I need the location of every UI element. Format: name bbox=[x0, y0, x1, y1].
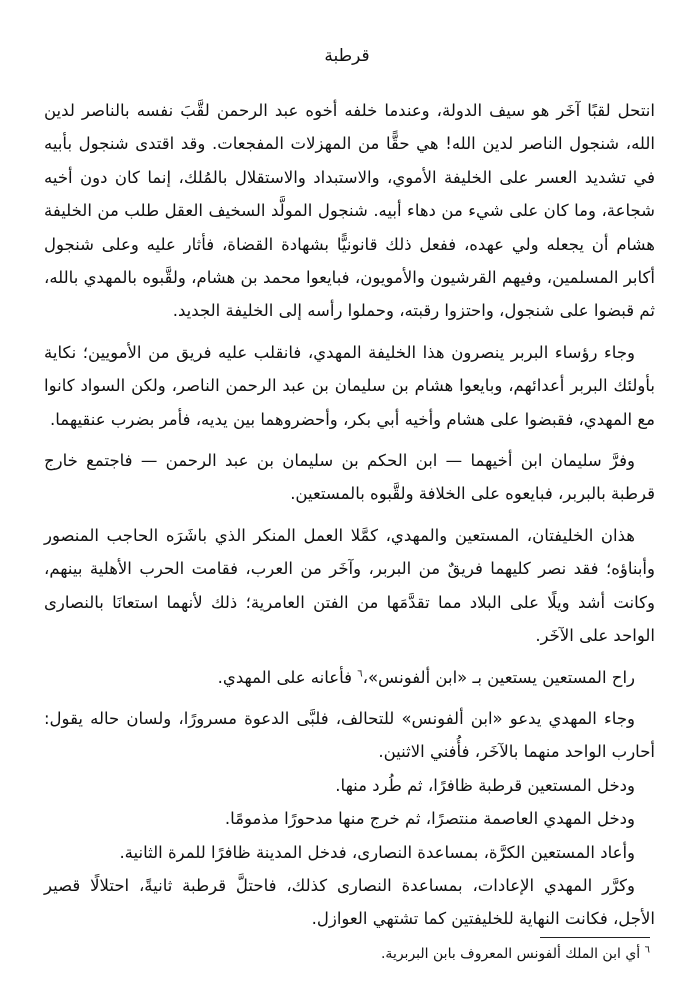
footnote-reference[interactable]: ٦ bbox=[357, 668, 363, 679]
paragraph-text: فأعانه على المهدي. bbox=[217, 667, 358, 687]
running-header: قرطبة bbox=[324, 46, 370, 66]
footnote-marker: ٦ bbox=[644, 944, 650, 956]
paragraph: وأعاد المستعين الكرَّة، بمساعدة النصارى، فدخل المدينة ظافرًا للمرة الثانية. bbox=[119, 842, 635, 862]
paragraph-text: راح المستعين يستعين بـ «ابن ألفونس»، bbox=[362, 667, 635, 687]
footnote bbox=[39, 943, 650, 965]
paragraph: ودخل المهدي العاصمة منتصرًا، ثم خرج منها مدحورًا مذمومًا. bbox=[224, 809, 635, 829]
paragraph: وجاء رؤساء البربر ينصرون هذا الخليفة المهدي، فانقلب عليه فريق من الأمويين؛ نكاية بأولئك البربر أعدائهم، وبايعوا هشام بن سليمان بن عبد الرحمن الناصر، ولكن السواد كانوا مع المهدي، فقبضوا على هشام وأخيه أبي بكر، وأحضروهما بين يديه، فأمر بضرب عنقيهما. bbox=[44, 342, 655, 429]
footnote-divider bbox=[540, 937, 650, 938]
paragraph: وفرَّ سليمان ابن أخيهما — ابن الحكم بن سليمان بن عبد الرحمن — فاجتمع خارج قرطبة بالبربر، فبايعوه على الخلافة ولقَّبوه بالمستعين. bbox=[44, 451, 655, 504]
paragraph: هذان الخليفتان، المستعين والمهدي، كمَّلا العمل المنكر الذي باشَرَه الحاجب المنصور وأبناؤه؛ فقد نصر كليهما فريقٌ من البربر، وآخَر من العرب، فقامت الحرب الأهلية بينهم، وكانت أشد ويلًا على البلاد مما تقدَّمَها من الفتن العامرية؛ ذلك لأنهما استعانَا بالنصارى الواحد على الآخَر. bbox=[44, 525, 655, 646]
paragraph: وكرَّر المهدي الإعادات، بمساعدة النصارى كذلك، فاحتلَّ قرطبة ثانيةً، احتلالًا قصير الأجل، فكانت النهاية للخليفتين كما تشتهي العوازل. bbox=[44, 875, 655, 929]
paragraph: وجاء المهدي يدعو «ابن ألفونس» للتحالف، فلبَّى الدعوة مسرورًا، ولسان حاله يقول: أحارب الواحد منهما بالآخَر، فأُفني الاثنين. bbox=[44, 708, 655, 762]
paragraph bbox=[44, 661, 655, 694]
paragraph: انتحل لقبًا آخَر هو سيف الدولة، وعندما خلفه أخوه عبد الرحمن لقَّبَ نفسه بالناصر لدين الله، شنجول الناصر لدين الله! هي حقًّا من المهزلات المفجعات. وقد اقتدى شنجول بأبيه في تشديد العسر على الخليفة الأموي، والاستبداد والاستقلال بالمُلك، إنما كان دون أخيه شجاعة، وما كان على شيء من دهاء أبيه. شنجول المولَّد السخيف العقل طلب من الخليفة هشام أن يجعله ولي عهده، ففعل ذلك قانونيًّا بشهادة القضاة، فأثار عليه وعلى شنجول أكابر المسلمين، وفيهم القرشيون والأمويون، فبايعوا محمد بن هشام، ولقَّبوه بالمهدي بالله، ثم قبضوا على شنجول، واحتزوا رقبته، وحملوا رأسه إلى الخليفة الجديد. bbox=[44, 101, 655, 321]
paragraph: ودخل المستعين قرطبة ظافرًا، ثم طُرد منها. bbox=[335, 775, 635, 795]
body-text bbox=[44, 94, 655, 936]
footnote-text: أي ابن الملك ألفونس المعروف بابن البربرية. bbox=[380, 946, 645, 962]
